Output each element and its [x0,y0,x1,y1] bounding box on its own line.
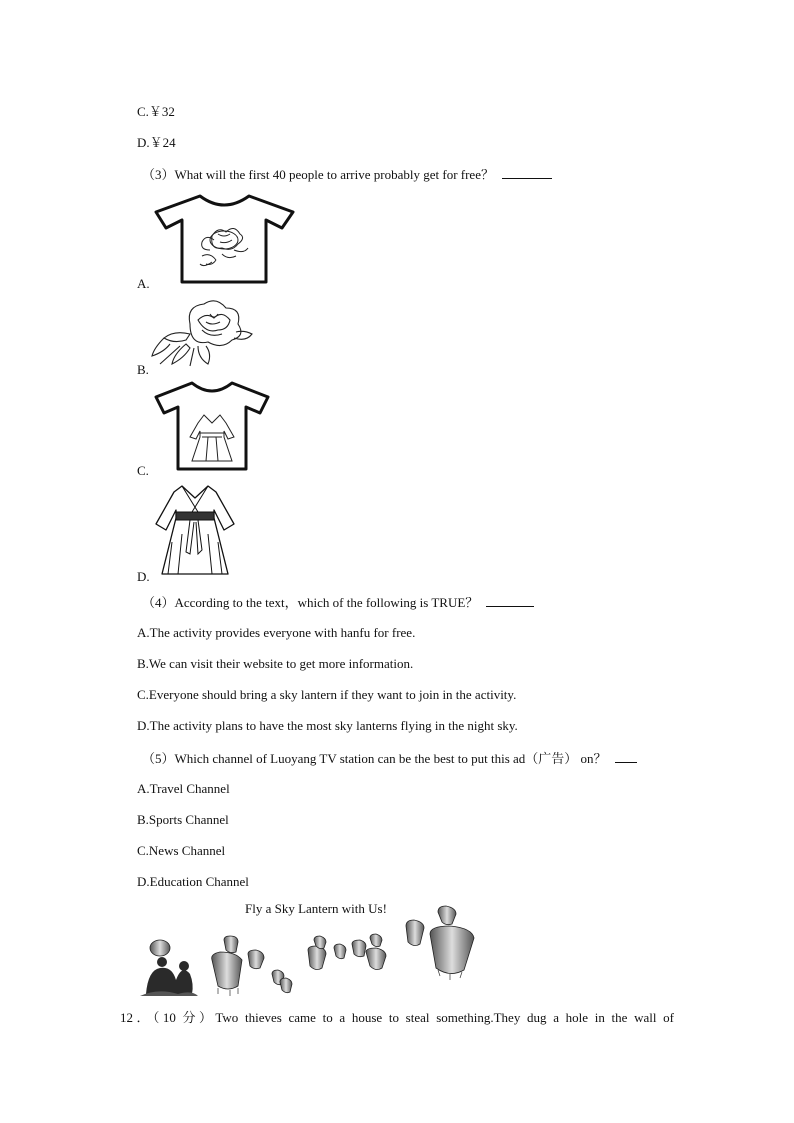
q4-question-text: （4）According to the text，which of the following is TRUE？ [142,595,479,610]
sky-lanterns-icon [212,906,474,993]
q3-question-text: （3）What will the first 40 people to arrive probably get for free？ [142,167,494,182]
q5-option-d: D.Education Channel [137,874,249,889]
q5-option-a: A.Travel Channel [137,781,230,796]
q2-option-c: C.￥32 [137,104,175,119]
q3-question [142,166,552,183]
q3-option-a-label: A. [137,276,150,291]
sky-lantern-banner [138,904,483,998]
banner-title: Fly a Sky Lantern with Us! [245,901,387,916]
q5-question-text: （5）Which channel of Luoyang TV station can be the best to put this ad（广告） on？ [142,751,607,766]
q5-question [142,750,637,767]
hanfu-tshirt-icon [152,381,272,473]
peony-flower-icon [150,294,255,368]
q3-answer-blank[interactable] [502,166,552,179]
q4-answer-blank[interactable] [486,594,534,607]
hanfu-dress-icon [152,482,238,578]
q5-option-c: C.News Channel [137,843,226,858]
q5-answer-blank[interactable] [615,750,637,763]
q5-option-b: B.Sports Channel [137,812,229,827]
q4-option-d: D.The activity plans to have the most sky lanterns flying in the night sky. [137,718,518,733]
q4-option-c: C.Everyone should bring a sky lantern if they want to join in the activity. [137,687,517,702]
q4-option-b: B.We can visit their website to get more information. [137,656,414,671]
peony-tshirt-icon [152,194,297,286]
q4-option-a: A.The activity provides everyone with hanfu for free. [137,625,416,640]
people-silhouette-icon [140,940,198,996]
q3-option-c-label: C. [137,463,149,478]
q3-option-b-label: B. [137,362,149,377]
q12-text: 12．（10 分）Two thieves came to a house to steal something.They dug a hole in the wall of [120,1010,674,1025]
q4-question [142,594,534,611]
q3-option-d-label: D. [137,569,150,584]
q2-option-d: D.￥24 [137,135,176,150]
